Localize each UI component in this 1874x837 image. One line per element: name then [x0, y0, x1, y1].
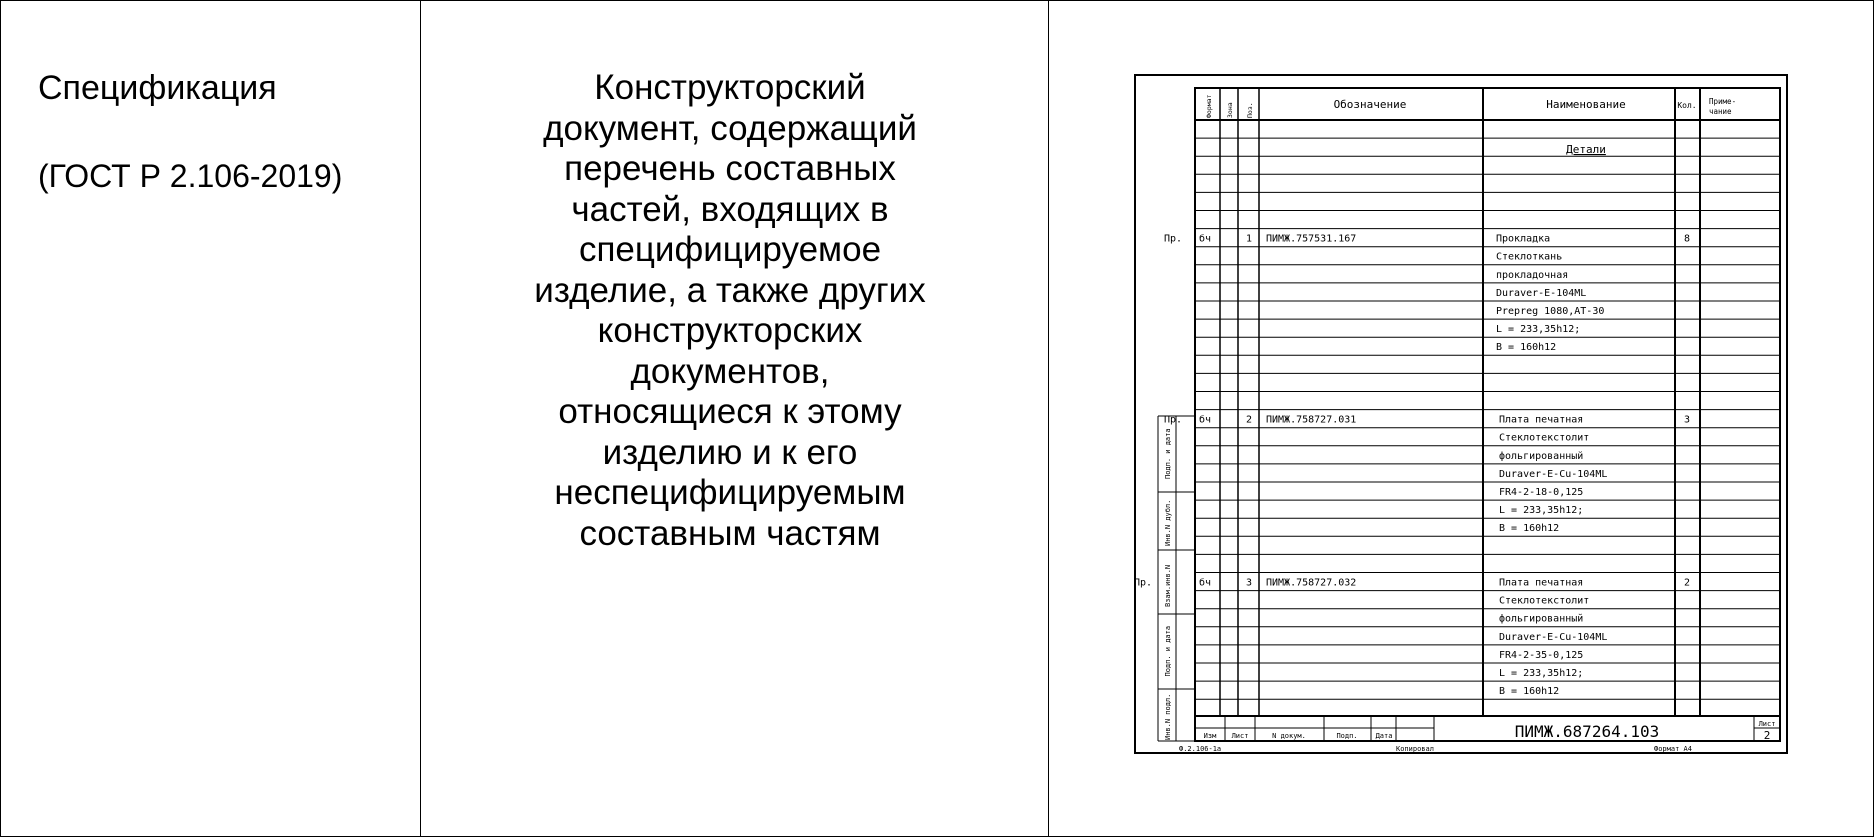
header-pos: Поз.	[1246, 102, 1254, 118]
item-name-line: B = 160h12	[1499, 686, 1560, 698]
side-label: Инв.N подл.	[1164, 693, 1172, 740]
item-prefix: Пр.	[1134, 577, 1153, 589]
item-name-line: B = 160h12	[1496, 342, 1557, 354]
item-name-line: FR4-2-35-0,125	[1499, 649, 1584, 661]
item-name-line: Стеклотекстолит	[1499, 595, 1590, 607]
item-position: 2	[1245, 414, 1253, 426]
sheet-number: 2	[1763, 729, 1771, 742]
item-name-line: фольгированный	[1499, 613, 1584, 625]
item-name-line: Prepreg 1080,AT-30	[1496, 306, 1605, 317]
column-divider-2	[1048, 0, 1049, 837]
standard-reference: (ГОСТ Р 2.106-2019)	[38, 158, 343, 194]
item-designation: ПИМЖ.758727.031	[1266, 414, 1357, 426]
column-divider-1	[420, 0, 421, 837]
item-quantity: 3	[1683, 414, 1691, 426]
item-name-line: Duraver-E-Cu-104ML	[1499, 468, 1608, 480]
item-format: бч	[1199, 414, 1212, 426]
title-block-column: Изм	[1203, 732, 1217, 740]
specification-sheet-image	[1134, 74, 1790, 756]
header-qty: Кол.	[1677, 101, 1697, 110]
item-name-line: Плата печатная	[1499, 414, 1584, 426]
title-block-column: Лист	[1231, 732, 1249, 740]
item-name-line: Стеклотекстолит	[1499, 432, 1590, 444]
item-quantity: 2	[1683, 577, 1691, 589]
header-note: Приме-	[1709, 97, 1737, 106]
footer-form: Ф.2.106-1а	[1179, 745, 1222, 753]
title-block-column: Подп.	[1336, 732, 1358, 740]
header-zone: Зона	[1226, 102, 1234, 118]
item-position: 3	[1245, 577, 1253, 589]
document-number: ПИМЖ.687264.103	[1514, 722, 1660, 741]
title-block-column: Дата	[1375, 732, 1393, 740]
item-designation: ПИМЖ.757531.167	[1266, 233, 1357, 245]
section-title: Детали	[1566, 143, 1606, 156]
term-title: Спецификация	[38, 69, 277, 107]
side-label: Инв.N дубл.	[1164, 499, 1172, 546]
header-note: чание	[1709, 107, 1732, 116]
side-label: Подп. и дата	[1164, 625, 1172, 677]
item-format: бч	[1199, 233, 1212, 245]
item-designation: ПИМЖ.758727.032	[1266, 577, 1357, 589]
item-name-line: L = 233,35h12;	[1496, 324, 1581, 336]
item-format: бч	[1199, 577, 1212, 589]
item-name-line: L = 233,35h12;	[1499, 505, 1584, 517]
footer-copied: Копировал	[1396, 745, 1434, 753]
item-position: 1	[1245, 233, 1253, 245]
definition-text: Конструкторский документ, содержащий перечень составных частей, входящих в специфицируемое изделие, а также других конструкторских документов, относящиеся к этому изделию и к его неспецифицируемым составным частям	[534, 68, 926, 553]
sheet-label: Лист	[1758, 720, 1776, 728]
title-block-column: N докум.	[1272, 732, 1306, 740]
footer-format: Формат А4	[1654, 745, 1692, 753]
item-name-line: прокладочная	[1496, 269, 1569, 281]
side-label: Подп. и дата	[1164, 428, 1172, 479]
item-name-line: FR4-2-18-0,125	[1499, 487, 1584, 498]
item-name-line: Плата печатная	[1499, 577, 1584, 589]
item-name-line: B = 160h12	[1499, 523, 1560, 535]
item-name-line: L = 233,35h12;	[1499, 668, 1584, 679]
item-name-line: Duraver-E-Cu-104ML	[1499, 631, 1608, 643]
item-name-line: Прокладка	[1496, 233, 1551, 245]
header-format: Формат	[1205, 94, 1213, 118]
item-name-line: фольгированный	[1499, 450, 1584, 462]
item-name-line: Duraver-E-104ML	[1496, 287, 1587, 299]
header-name: Наименование	[1546, 98, 1626, 111]
item-prefix: Пр.	[1164, 414, 1183, 426]
item-prefix: Пр.	[1164, 233, 1183, 245]
item-name-line: Стеклоткань	[1496, 251, 1563, 263]
header-designation: Обозначение	[1333, 98, 1407, 111]
side-label: Взам.инв.N	[1164, 564, 1172, 607]
item-quantity: 8	[1683, 233, 1691, 245]
